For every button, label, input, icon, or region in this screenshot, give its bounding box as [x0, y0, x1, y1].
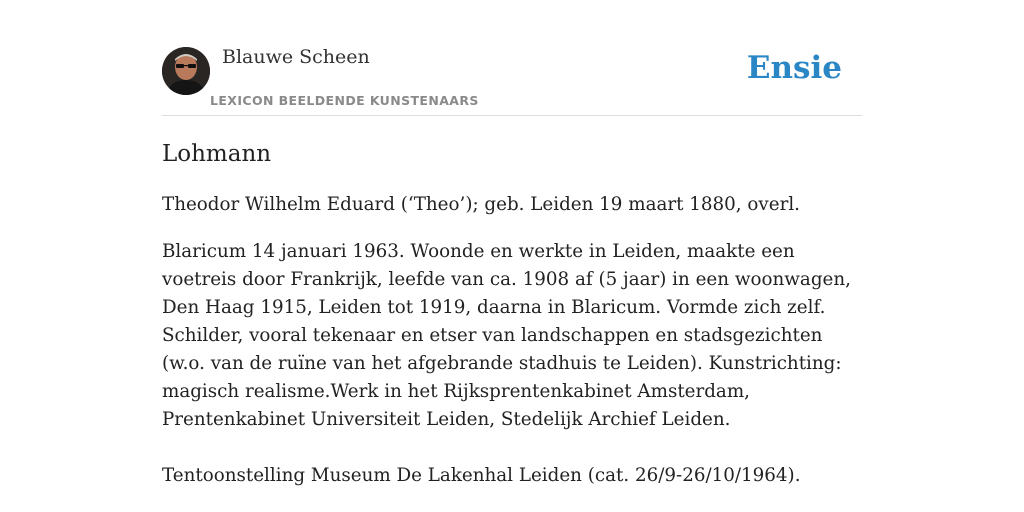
brand-logo[interactable]: Ensie: [746, 50, 842, 86]
article-paragraph: Theodor Wilhelm Eduard (‘Theo’); geb. Leiden 19 maart 1880, overl.: [162, 194, 800, 215]
article-paragraph: Blaricum 14 januari 1963. Woonde en werkte in Leiden, maakte een voetreis door Frankrijk, leefde van ca. 1908 af (5 jaar) in een woonwagen, Den Haag 1915, Leiden tot 1919, daarna in Blaricum. Vormde zich zelf. Schilder, vooral tekenaar en etser van landschappen en stadsgezichten (w.o. van de ruïne van het afgebrande stadhuis te Leiden). Kunstrichting: magisch realisme.Werk in het Rijksprentenkabinet Amsterdam, Prentenkabinet Universiteit Leiden, Stedelijk Archief Leiden.: [162, 241, 851, 430]
author-name[interactable]: Blauwe Scheen: [222, 46, 370, 68]
author-avatar[interactable]: [162, 47, 210, 95]
article-title: Lohmann: [162, 141, 272, 167]
article-paragraph: Tentoonstelling Museum De Lakenhal Leiden (cat. 26/9-26/10/1964).: [162, 465, 801, 486]
person-avatar-icon: [162, 47, 210, 95]
article-body: [162, 138, 862, 490]
header-divider: [162, 115, 862, 116]
section-label[interactable]: LEXICON BEELDENDE KUNSTENAARS: [210, 93, 479, 108]
page-header: [162, 0, 862, 116]
